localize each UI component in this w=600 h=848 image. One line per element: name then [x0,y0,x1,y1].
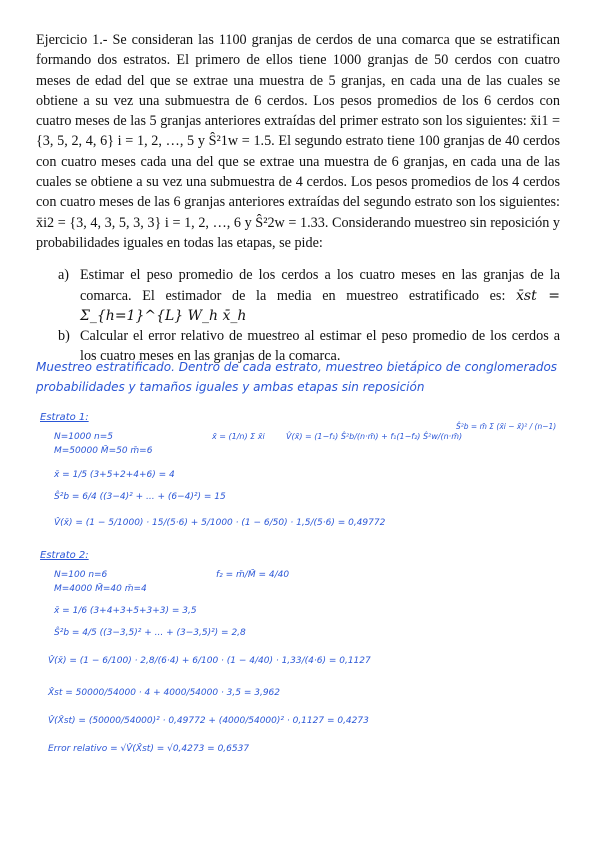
estrato2-params2: M=4000 M̄=40 m̄=4 [54,584,147,594]
estrato1-params2: M=50000 M̄=50 m̄=6 [54,446,153,456]
estrato1-sb-calc: Ŝ²b = 6/4 ((3−4)² + ... + (6−4)²) = 15 [54,492,226,502]
estrato2-heading: Estrato 2: [40,550,89,561]
estrato1-heading: Estrato 1: [40,412,89,423]
estrato1-mean-calc: x̄ = 1/5 (3+5+2+4+6) = 4 [54,470,175,480]
question-a-marker: a) [58,267,70,284]
exercise-statement: Ejercicio 1.- Se consideran las 1100 granjas de cerdos de una comarca que se estratifican formando dos estratos. El primero de ellos tiene 1000 granjas de 50 cerdos con cuatro meses de edad del que se extrae una muestra de 5 granjas, en cada una de las cuales se obtiene a su vez una submuestra de 6 cerdos. Los pesos promedios de los 6 cerdos con cuatro meses de las 5 granjas anteriores extraídas del primer estrato son los siguientes: x̄i1 = {3, 5, 2, 4, 6} i = 1, 2, …, 5 y Ŝ²1w = 1.5. El segundo estrato tiene 100 granjas de 40 cerdos con cuatro meses cada una del que se extrae una muestra de 6 granjas, en cada una de las cuales se obtiene a su vez una submuestra de 4 cerdos. Los pesos promedios de los 4 cerdos con cuatro meses de las 6 granjas anteriores extraídas del segundo estrato son los siguientes: x̄i2 = {3, 4, 3, 5, 3, 3} i = 1, 2, …, 6 y Ŝ²2w = 1.33. Considerando muestreo sin reposición y probabilidades iguales en todas las etapas, se pide: [36,32,561,251]
question-b-marker: b) [58,328,70,345]
estrato2-params1: N=100 n=6 [54,570,108,580]
estrato1-mean-formula: x̄ = (1/n) Σ x̄i [212,432,265,441]
solution-title-line2: probabilidades y tamaños iguales y ambas etapas sin reposición [36,380,425,394]
relative-error-calc: Error relativo = √V̂(X̂st) = √0,4273 = 0,6537 [48,744,250,754]
xst-variance-calc: V̂(X̂st) = (50000/54000)² · 0,49772 + (4000/54000)² · 0,1127 = 0,4273 [48,716,369,726]
estrato2-sb-calc: Ŝ²b = 4/5 ((3−3,5)² + ... + (3−3,5)²) = 2,8 [54,628,246,638]
estrato2-f2: f₂ = m̄/M̄ = 4/40 [216,570,290,580]
question-b-text: Calcular el error relativo de muestreo al estimar el peso promedio de los cerdos a los cuatro meses en las granjas de la comarca. [80,328,560,365]
xst-estimate-calc: X̂st = 50000/54000 · 4 + 4000/54000 · 3,5 = 3,962 [48,688,281,698]
estrato2-mean-calc: x̄ = 1/6 (3+4+3+5+3+3) = 3,5 [54,606,197,616]
solution-title-line1: Muestreo estratificado. Dentro de cada estrato, muestreo bietápico de conglomerados [36,360,558,374]
stratified-mean-formula: x̄st = Σ_{h=1}^{L} W_h x̄_h [80,287,561,324]
question-a-text: Estimar el peso promedio de los cerdos a los cuatro meses en las granjas de la comarca. El estimador de la media en muestreo estratificado es: [80,267,560,304]
estrato1-sb-formula: Ŝ²b = m̄ Σ (x̄i − x̄)² / (n−1) [456,422,557,431]
estrato1-variance-calc: V̂(x̄) = (1 − 5/1000) · 15/(5·6) + 5/1000 · (1 − 6/50) · 1,5/(5·6) = 0,49772 [54,518,386,528]
estrato1-variance-formula: V̂(x̄) = (1−f₁) Ŝ²b/(n·m̄) + f₁(1−f₂) Ŝ²w/(n·m̄) [286,432,463,441]
estrato1-params1: N=1000 n=5 [54,432,114,442]
estrato2-variance-calc: V̂(x̄) = (1 − 6/100) · 2,8/(6·4) + 6/100 · (1 − 4/40) · 1,33/(4·6) = 0,1127 [48,656,371,666]
